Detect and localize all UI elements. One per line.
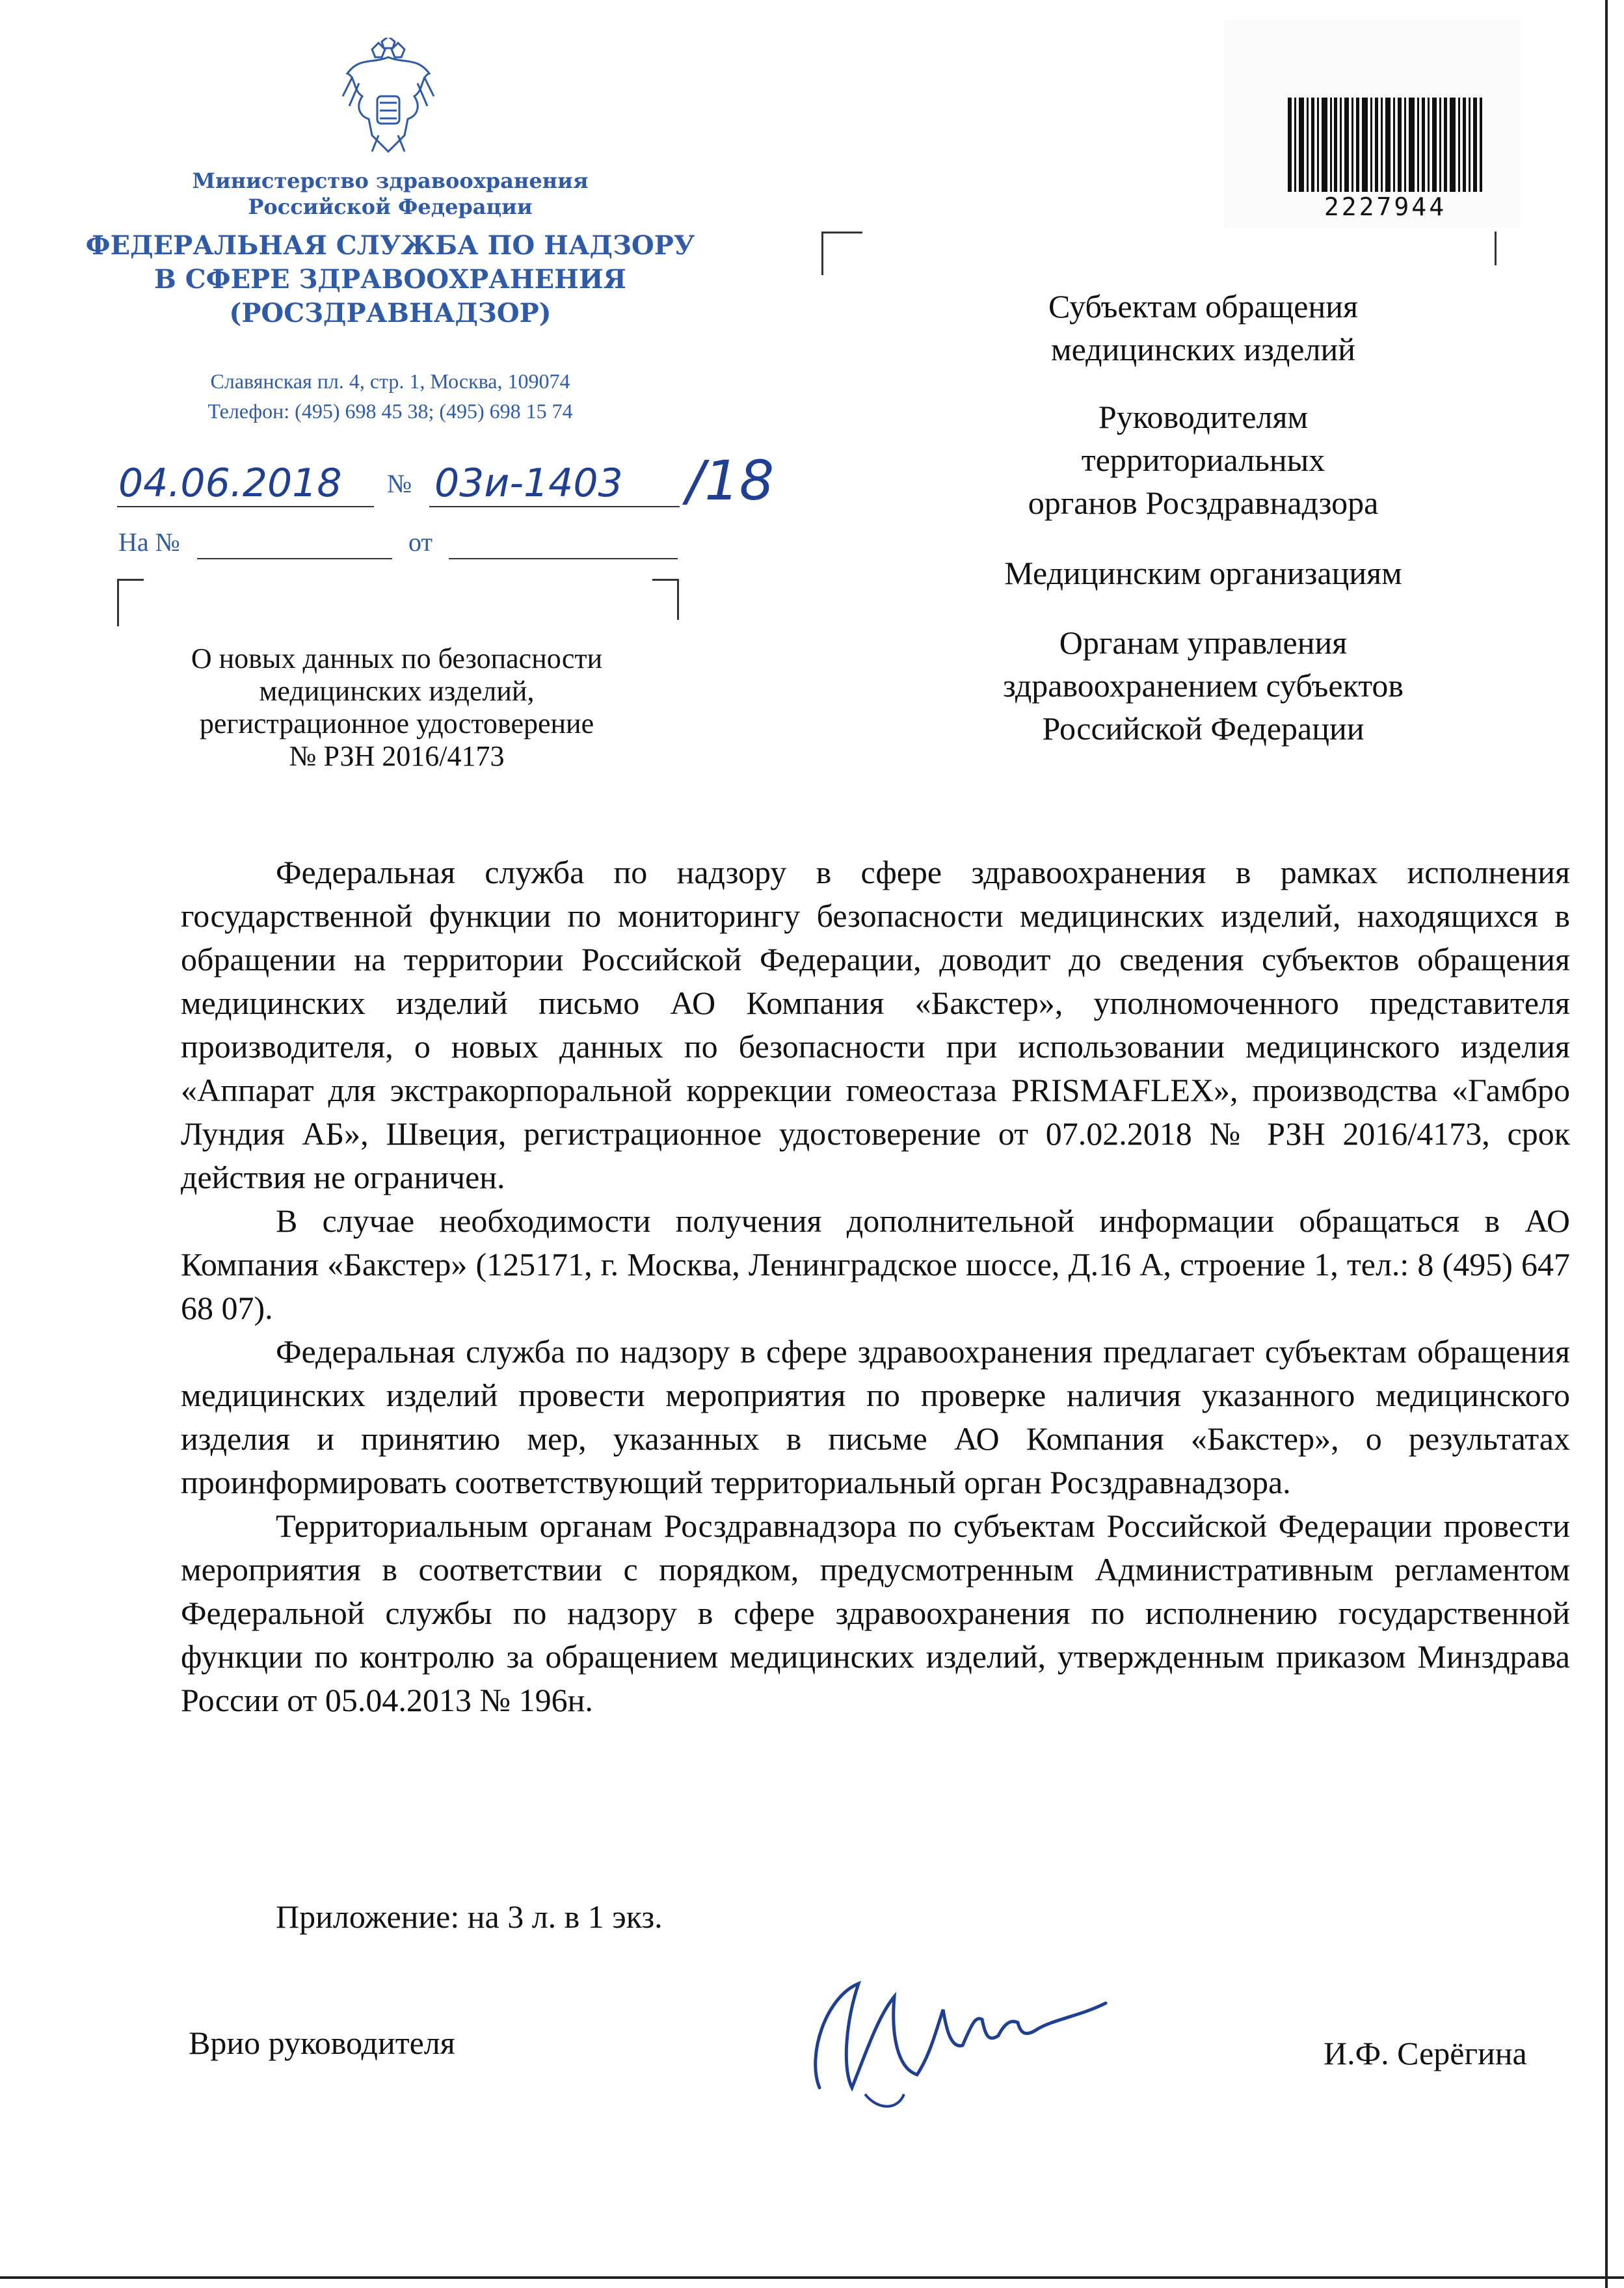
reg-number: 03и-1403: [434, 460, 623, 506]
recipient-3-line1: Медицинским организациям: [1004, 555, 1402, 591]
scan-edge-bottom: [0, 2276, 1624, 2279]
agency-contacts: [111, 366, 670, 426]
ministry-line2: Российской Федерации: [248, 194, 533, 219]
ref-label: На №: [118, 527, 180, 557]
recipient-1: [937, 285, 1470, 371]
ref-number-line: [197, 558, 392, 559]
reg-date-underline: [117, 506, 374, 507]
letter-subject: [176, 643, 618, 773]
scan-edge-right: [1605, 0, 1608, 2288]
subject-line4: № РЗН 2016/4173: [289, 740, 505, 772]
attachment-note: Приложение: на 3 л. в 1 экз.: [276, 1898, 663, 1935]
recipient-4-line2: здравоохранением субъектов: [1002, 667, 1404, 704]
subject-line1: О новых данных по безопасности: [191, 643, 603, 674]
agency-address: Славянская пл. 4, стр. 1, Москва, 109074: [210, 369, 570, 393]
ministry-line1: Министерство здравоохранения: [192, 168, 589, 193]
recipient-2-line2: территориальных: [1081, 442, 1325, 478]
body-paragraph-4: Территориальным органам Росздравнадзора по субъектам Российской Федерации провести мероприятия в соответствии с порядком, предусмотренным Административным регламентом Федеральной службы по надзору в сфере здравоохранения по исполнению государственной функции по контролю за обращением медицинских изделий, утвержденным приказом Минздрава России от 05.04.2013 № 196н.: [181, 1508, 1570, 1718]
barcode-number: 2227944: [1324, 193, 1447, 221]
subject-corner-right: [652, 579, 679, 620]
reg-date: 04.06.2018: [118, 460, 342, 506]
recipient-4: [937, 621, 1470, 750]
recipient-3: [937, 552, 1470, 594]
handwritten-signature-icon: [780, 1958, 1119, 2114]
ref-from-label: от: [408, 527, 433, 557]
subject-line2: медицинских изделий,: [259, 675, 535, 707]
subject-line3: регистрационное удостоверение: [199, 708, 594, 739]
coat-of-arms-icon: [333, 38, 444, 161]
body-paragraph-3: Федеральная служба по надзору в сфере здравоохранения предлагает субъектам обращения медицинских изделий провести мероприятия по проверке наличия указанного медицинского изделия и принятию мер, указанных в письме АО Компания «Бакстер», о результатах проинформировать соответствующий территориальный орган Росздравнадзора.: [181, 1333, 1570, 1500]
agency-phone: Телефон: (495) 698 45 38; (495) 698 15 74: [207, 399, 573, 423]
subject-corner-left: [117, 579, 144, 626]
recipient-1-line2: медицинских изделий: [1050, 331, 1356, 367]
agency-line2: В СФЕРЕ ЗДРАВООХРАНЕНИЯ: [154, 264, 626, 295]
recipient-2: [937, 395, 1470, 524]
barcode-area: [1224, 20, 1521, 228]
body-paragraph-1: Федеральная служба по надзору в сфере здравоохранения в рамках исполнения государственной функции по мониторингу безопасности медицинских изделий, находящихся в обращении на территории Российской Федерации, доводит до сведения субъектов обращения медицинских изделий письмо АО Компания «Бакстер», уполномоченного представителя производителя, о новых данных по безопасности при использовании медицинского изделия «Аппарат для экстракорпоральной коррекции гомеостаза PRISMAFLEX», производства «Гамбро Лундия АБ», Швеция, регистрационное удостоверение от 07.02.2018 № РЗН 2016/4173, срок действия не ограничен.: [181, 854, 1570, 1195]
address-corner-left: [821, 232, 862, 275]
recipient-4-line3: Российской Федерации: [1042, 710, 1364, 747]
reg-number-underline: [429, 506, 680, 507]
recipient-2-line3: органов Росздравнадзора: [1028, 485, 1379, 521]
agency-line3: (РОСЗДРАВНАДЗОР): [229, 298, 552, 328]
signer-name: И.Ф. Серёгина: [1324, 2035, 1527, 2071]
ministry-name: [163, 168, 618, 220]
recipient-2-line1: Руководителям: [1098, 399, 1309, 435]
reg-suffix: /18: [686, 449, 775, 512]
address-corner-right: [1495, 232, 1497, 265]
letter-body: [181, 851, 1570, 1722]
recipient-1-line1: Субъектам обращения: [1048, 288, 1358, 325]
agency-name: [85, 229, 696, 330]
ref-date-line: [449, 558, 678, 559]
agency-line1: ФЕДЕРАЛЬНАЯ СЛУЖБА ПО НАДЗОРУ: [85, 230, 695, 261]
barcode-bars: [1288, 98, 1483, 192]
signer-position: Врио руководителя: [189, 2025, 455, 2061]
recipient-4-line1: Органам управления: [1059, 624, 1348, 661]
body-paragraph-2: В случае необходимости получения дополнительной информации обращаться в АО Компания «Бакстер» (125171, г. Москва, Ленинградское шоссе, Д.16 А, строение 1, тел.: 8 (495) 647 68 07).: [181, 1203, 1570, 1326]
reg-number-sign: №: [387, 469, 412, 498]
